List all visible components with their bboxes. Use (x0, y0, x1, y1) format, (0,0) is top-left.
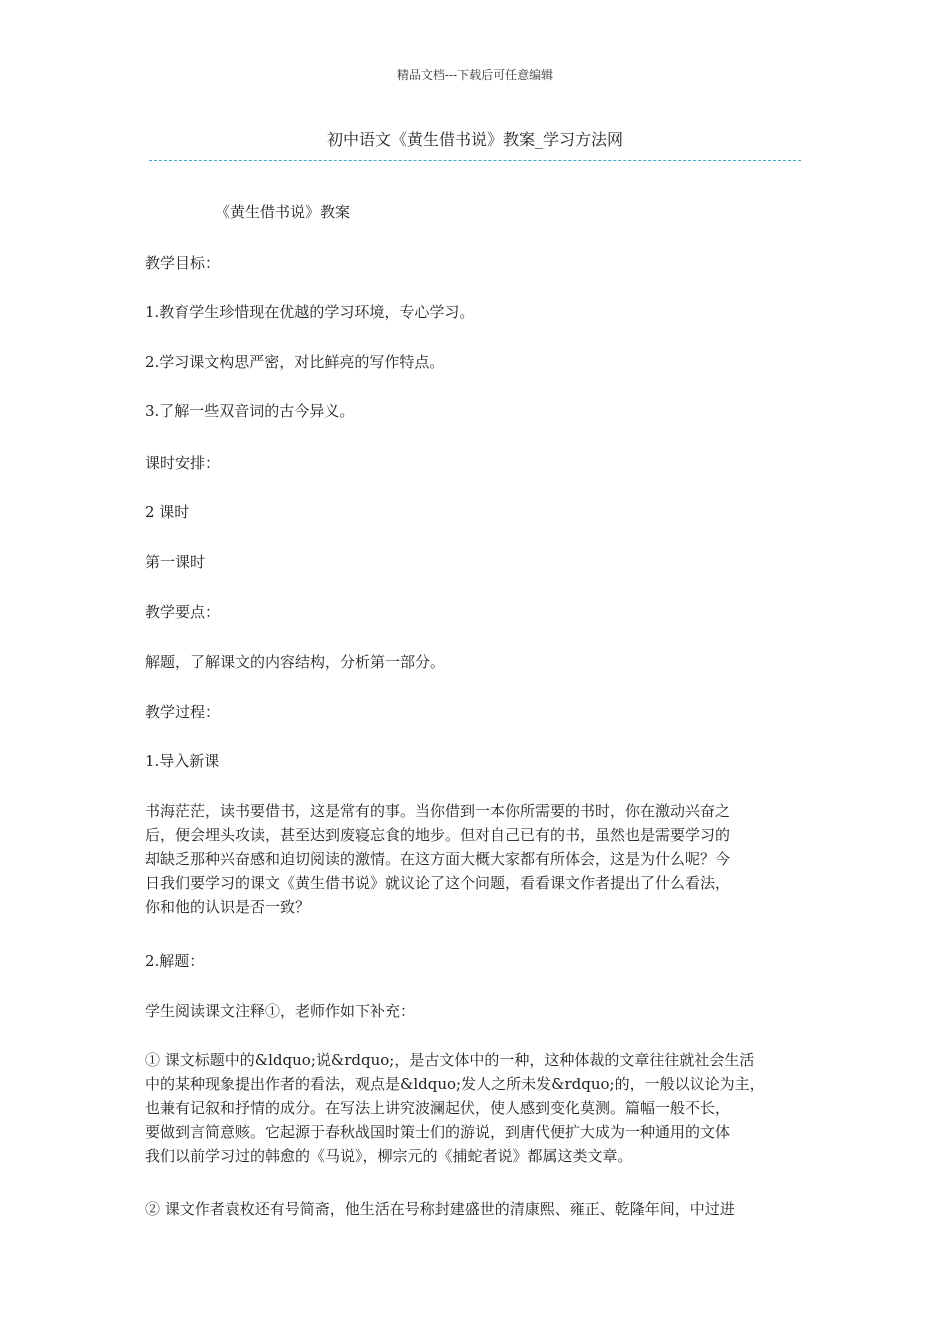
process-heading: 教学过程： (145, 703, 221, 721)
keypoints-value: 解题，了解课文的内容结构，分析第一部分。 (145, 653, 446, 671)
intro-line: 日我们要学习的课文《黄生借书说》就议论了这个问题，看看课文作者提出了什么看法， (145, 874, 731, 892)
lesson-one-label: 第一课时 (145, 553, 206, 571)
note-1-paragraph (145, 1048, 825, 1168)
note-1-line: 要做到言简意赅。它起源于春秋战国时策士们的游说，到唐代便扩大成为一种通用的文体 (145, 1123, 731, 1141)
intro-line: 却缺乏那种兴奋感和迫切阅读的激情。在这方面大概大家都有所体会，这是为什么呢？今 (145, 850, 731, 868)
intro-paragraph (145, 799, 825, 919)
goal-item-2: 2.学习课文构思严密，对比鲜亮的写作特点。 (145, 353, 445, 371)
step-1-label: 1.导入新课 (145, 752, 220, 770)
note-2-line: ② 课文作者袁枚还有号简斋，他生活在号称封建盛世的清康熙、雍正、乾隆年间，中过进 (145, 1200, 735, 1218)
header-note: 精品文档---下载后可任意编辑 (396, 68, 554, 82)
lesson-subtitle: 《黄生借书说》教案 (215, 203, 351, 221)
note-1-line: 中的某种现象提出作者的看法，观点是&ldquo;发人之所未发&rdquo;的，一般以议论为主， (145, 1075, 765, 1093)
goal-item-3: 3.了解一些双音词的古今异义。 (145, 402, 355, 420)
goals-heading: 教学目标： (145, 254, 221, 272)
dashed-divider (149, 160, 801, 161)
notes-intro: 学生阅读课文注释①，老师作如下补充： (145, 1002, 416, 1020)
note-1-line: 我们以前学习过的韩愈的《马说》，柳宗元的《捕蛇者说》都属这类文章。 (145, 1147, 633, 1165)
schedule-value: 2 课时 (145, 503, 190, 521)
schedule-heading: 课时安排： (145, 454, 221, 472)
note-1-line: ① 课文标题中的&ldquo;说&rdquo;，是古文体中的一种，这种体裁的文章往往就社会生活 (145, 1051, 755, 1069)
document-title: 初中语文《黄生借书说》教案_学习方法网 (326, 130, 623, 149)
intro-line: 书海茫茫，读书要借书，这是常有的事。当你借到一本你所需要的书时，你在激动兴奋之 (145, 802, 731, 820)
note-1-line: 也兼有记叙和抒情的成分。在写法上讲究波澜起伏，使人感到变化莫测。篇幅一般不长， (145, 1099, 731, 1117)
keypoints-heading: 教学要点： (145, 603, 221, 621)
intro-line: 你和他的认识是否一致？ (145, 898, 311, 916)
step-2-label: 2.解题： (145, 952, 205, 970)
goal-item-1: 1.教育学生珍惜现在优越的学习环境，专心学习。 (145, 303, 475, 321)
intro-line: 后，便会埋头攻读，甚至达到废寝忘食的地步。但对自己已有的书，虽然也是需要学习的 (145, 826, 731, 844)
